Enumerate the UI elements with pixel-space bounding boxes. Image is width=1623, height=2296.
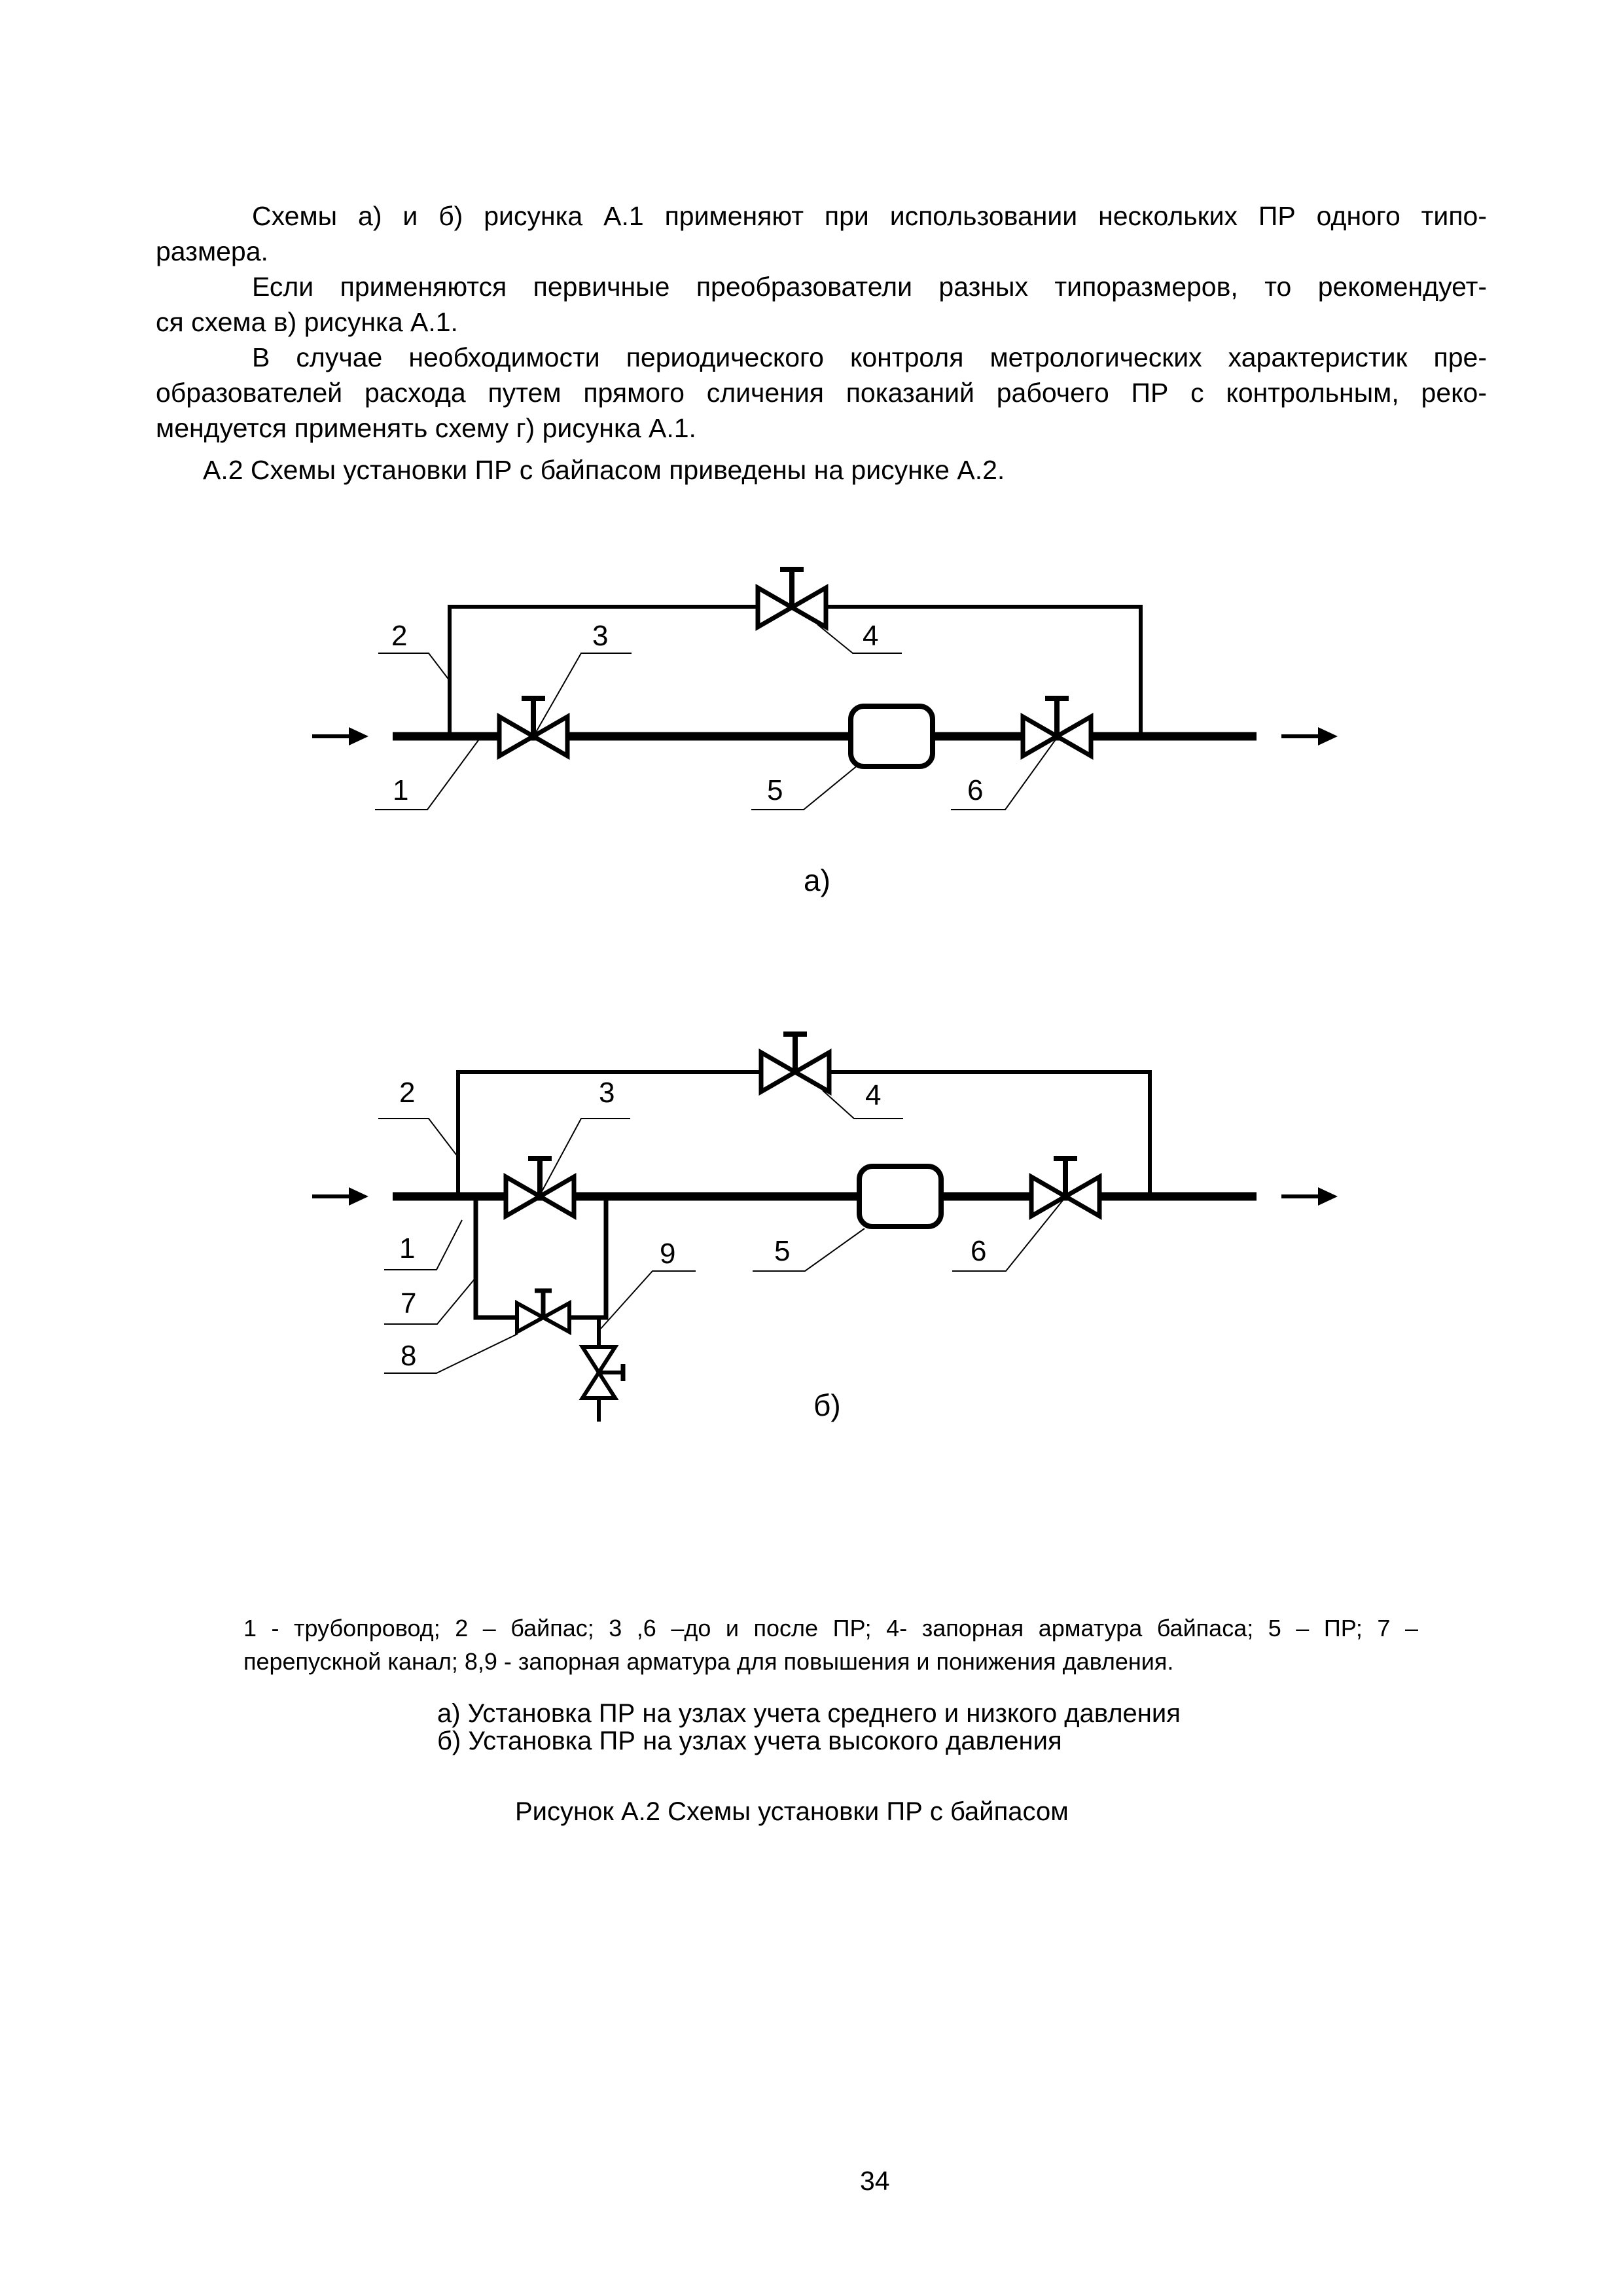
callout-a-5: 5 (767, 774, 783, 806)
callout-leader-7 (384, 1278, 476, 1324)
callout-a-4: 4 (863, 620, 879, 652)
pressure-raise-valve (517, 1291, 569, 1332)
pressure-lower-valve (582, 1347, 623, 1398)
callout-a-6: 6 (967, 774, 984, 806)
bypass-line (450, 607, 1141, 736)
flow-in-arrow (312, 1187, 368, 1206)
callout-b-1: 1 (399, 1232, 416, 1265)
paragraph-line: размера. (156, 236, 268, 266)
valve-after-meter (1031, 1158, 1099, 1216)
callout-leader-1 (384, 1220, 462, 1270)
callout-b-4: 4 (865, 1079, 882, 1111)
callout-leader-4 (823, 1090, 903, 1119)
flow-in-arrow (312, 727, 368, 745)
callout-leader-4 (817, 620, 902, 653)
callout-b-9: 9 (660, 1238, 676, 1270)
bypass-valve (761, 1034, 829, 1092)
flow-transducer (851, 706, 933, 766)
diagram-b (312, 1034, 1338, 1422)
callout-leader-3 (541, 1119, 630, 1194)
callout-b-8: 8 (401, 1340, 417, 1372)
caption-scheme-a: а) Установка ПР на узлах учета среднего и низкого давления (437, 1699, 1181, 1728)
diagram-a (312, 569, 1338, 810)
callout-a-1: 1 (393, 774, 409, 806)
callout-leader-9 (601, 1271, 696, 1329)
scheme-b-label: б) (813, 1388, 841, 1422)
callout-a-2: 2 (391, 620, 408, 652)
callout-leader-2 (378, 653, 450, 681)
legend-line: 1 - трубопровод; 2 – байпас; 3 ,6 –до и после ПР; 4- запорная арматура байпаса; 5 – ПР; 7 – (243, 1615, 1418, 1641)
bypass-line (458, 1072, 1150, 1196)
callout-b-3: 3 (599, 1077, 615, 1109)
callout-b-5: 5 (774, 1235, 791, 1267)
legend-line: перепускной канал; 8,9 - запорная арматура для повышения и понижения давления. (243, 1648, 1174, 1675)
flow-out-arrow (1281, 1187, 1338, 1206)
bypass-valve (758, 569, 826, 627)
callout-b-6: 6 (971, 1235, 987, 1267)
callout-leader-3 (535, 653, 632, 734)
callout-b-2: 2 (399, 1077, 416, 1109)
valve-before-meter (499, 698, 567, 756)
callout-leader-5 (753, 1229, 865, 1271)
callout-leader-6 (952, 1200, 1063, 1271)
valve-before-meter (506, 1158, 574, 1216)
page-number: 34 (860, 2166, 890, 2196)
paragraph-line: Если применяются первичные преобразователи разных типоразмеров, то рекомендует- (252, 272, 1487, 302)
caption-scheme-b: б) Установка ПР на узлах учета высокого давления (437, 1727, 1062, 1755)
callout-a-3: 3 (592, 620, 609, 652)
paragraph-line: образователей расхода путем прямого сличения показаний рабочего ПР с контрольным, реко- (156, 378, 1487, 408)
flow-out-arrow (1281, 727, 1338, 745)
callout-leader-6 (951, 740, 1056, 810)
callout-leader-2 (378, 1119, 458, 1157)
paragraph-line: В случае необходимости периодического контроля метрологических характеристик пре- (252, 342, 1487, 372)
figure-title: Рисунок А.2 Схемы установки ПР с байпасом (515, 1797, 1069, 1826)
paragraph-line: ся схема в) рисунка А.1. (156, 307, 458, 337)
scheme-a-label: а) (804, 863, 830, 897)
section-a2-text: А.2 Схемы установки ПР с байпасом приведены на рисунке А.2. (203, 455, 1005, 485)
valve-after-meter (1023, 698, 1091, 756)
flow-transducer (859, 1166, 941, 1227)
callout-leader-1 (375, 740, 478, 810)
paragraph-line: мендуется применять схему г) рисунка А.1. (156, 413, 696, 443)
figure-legend (243, 1611, 1418, 1678)
paragraph-line: Схемы а) и б) рисунка А.1 применяют при использовании нескольких ПР одного типо- (252, 201, 1487, 231)
callout-b-7: 7 (401, 1287, 417, 1319)
